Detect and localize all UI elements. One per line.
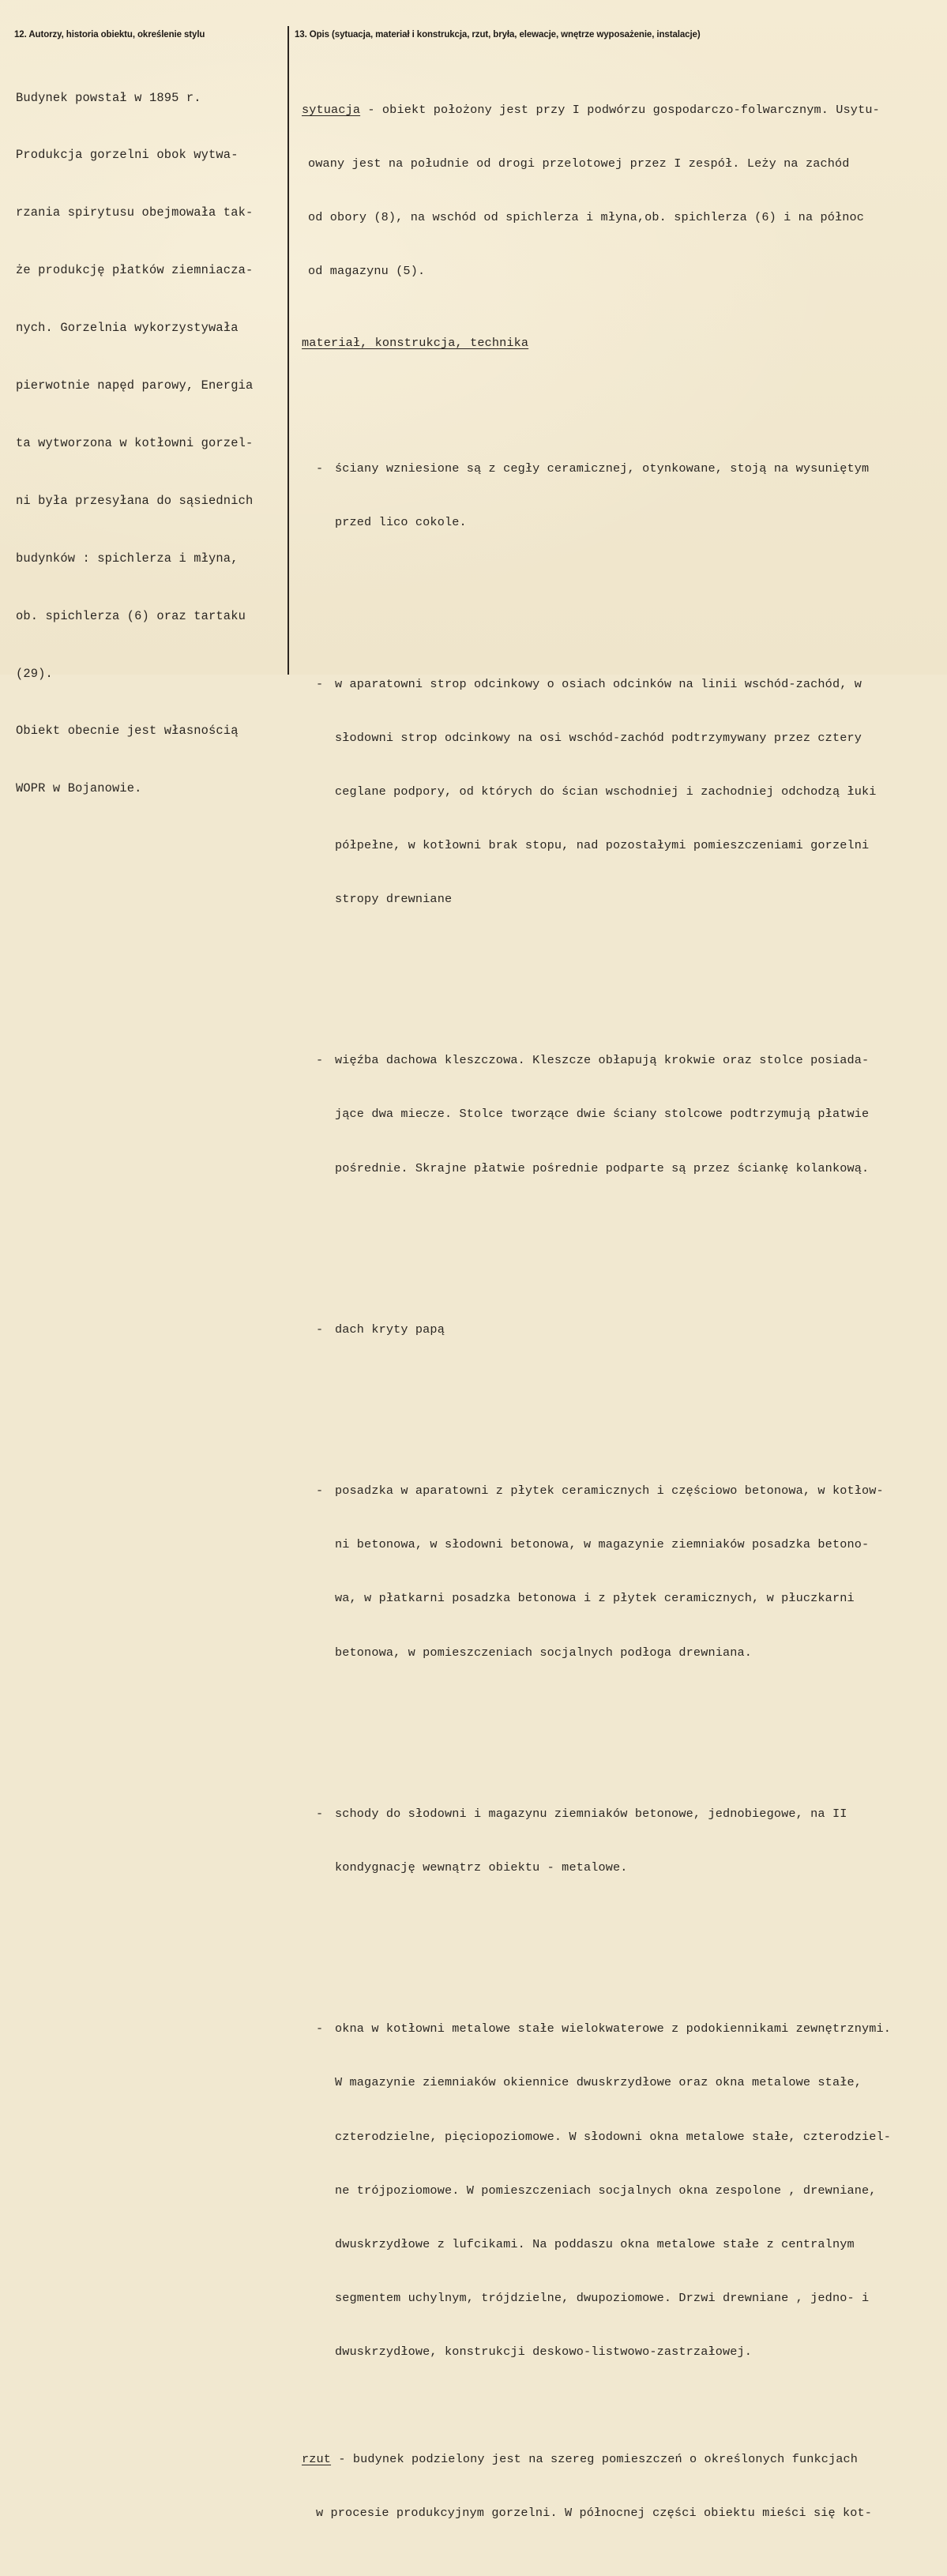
material-heading-line bbox=[302, 334, 891, 352]
text-line: w procesie produkcyjnym gorzelni. W północnej części obiektu mieści się kot- bbox=[316, 2506, 873, 2521]
text-line: (29). bbox=[16, 666, 53, 681]
text-line: czterodzielne, pięciopoziomowe. W słodowni okna metalowe stałe, czterodziel- bbox=[335, 2129, 892, 2144]
material-heading: materiał, konstrukcja, technika bbox=[302, 336, 529, 351]
bullet-dash: - bbox=[316, 1484, 324, 1499]
section-12-header: 12. Autorzy, historia obiektu, określenie stylu bbox=[14, 30, 205, 39]
list-item bbox=[302, 1769, 891, 1913]
bullet-dash: - bbox=[316, 1053, 324, 1068]
text-line: ceglane podpory, od których do ścian wschodniej i zachodniej odchodzą łuki bbox=[335, 784, 877, 799]
sytuacja-heading: sytuacja bbox=[302, 103, 361, 118]
section-13-text bbox=[302, 47, 891, 2576]
rzut-first-line bbox=[302, 2450, 891, 2469]
text-line: pośrednie. Skrajne płatwie pośrednie podparte są przez ściankę kolankową. bbox=[335, 1160, 870, 1175]
bullet-dash: - bbox=[316, 676, 324, 691]
text-line: stropy drewniane bbox=[335, 892, 453, 907]
text-line: dach kryty papą bbox=[335, 1322, 445, 1337]
text-line: schody do słodowni i magazynu ziemniaków betonowe, jednobiegowe, na II bbox=[335, 1806, 847, 1821]
bullet-dash: - bbox=[316, 1322, 324, 1337]
text-line: segmentem uchylnym, trójdzielne, dwupoziomowe. Drzwi drewniane , jedno- i bbox=[335, 2290, 870, 2305]
text-line: od magazynu (5). bbox=[308, 264, 426, 279]
text-line: że produkcję płatków ziemniacza- bbox=[16, 263, 254, 278]
rzut-heading: rzut bbox=[302, 2452, 332, 2467]
text-line: dwuskrzydłowe z lufcikami. Na poddaszu okna metalowe stałe z centralnym bbox=[335, 2236, 855, 2251]
text-line: ne trójpoziomowe. W pomieszczeniach socjalnych okna zespolone , drewniane, bbox=[335, 2183, 877, 2198]
text-line: Obiekt obecnie jest własnością bbox=[16, 724, 239, 739]
text-line: jące dwa miecze. Stolce tworzące dwie ściany stolcowe podtrzymują płatwie bbox=[335, 1107, 870, 1122]
text-line: wa, w płatkarni posadzka betonowa i z płytek ceramicznych, w płuczkarni bbox=[335, 1591, 855, 1606]
text-line: okna w kotłowni metalowe stałe wielokwaterowe z podokiennikami zewnętrznymi. bbox=[335, 2021, 892, 2036]
text-line: ni była przesyłana do sąsiednich bbox=[16, 493, 254, 508]
text-line: budynków : spichlerza i młyna, bbox=[16, 551, 239, 566]
text-line: W magazynie ziemniaków okiennice dwuskrzydłowe oraz okna metalowe stałe, bbox=[335, 2075, 862, 2090]
text-line: - obiekt położony jest przy I podwórzu gospodarczo-folwarcznym. Usytu- bbox=[360, 103, 880, 118]
text-line: ni betonowa, w słodowni betonowa, w magazynie ziemniaków posadzka betono- bbox=[335, 1537, 870, 1552]
text-line: ta wytworzona w kotłowni gorzel- bbox=[16, 435, 254, 450]
text-line: nych. Gorzelnia wykorzystywała bbox=[16, 321, 239, 336]
section-13-header: 13. Opis (sytuacja, materiał i konstrukcja, rzut, bryła, elewacje, wnętrze wyposażenie, instalacje) bbox=[295, 30, 701, 39]
text-line: pierwotnie napęd parowy, Energia bbox=[16, 378, 254, 393]
text-line: kondygnację wewnątrz obiektu - metalowe. bbox=[335, 1860, 628, 1875]
text-line: betonowa, w pomieszczeniach socjalnych podłoga drewniana. bbox=[335, 1645, 753, 1660]
text-line: więźba dachowa kleszczowa. Kleszcze obłapują krokwie oraz stolce posiada- bbox=[335, 1053, 870, 1068]
text-line: posadzka w aparatowni z płytek ceramicznych i częściowo betonowa, w kotłow- bbox=[335, 1484, 884, 1499]
column-divider bbox=[287, 26, 289, 675]
text-line: w aparatowni strop odcinkowy o osiach odcinków na linii wschód-zachód, w bbox=[335, 676, 862, 691]
list-item bbox=[302, 1446, 891, 1698]
text-line: Produkcja gorzelni obok wytwa- bbox=[16, 148, 239, 163]
bullet-dash: - bbox=[316, 1806, 324, 1821]
list-item bbox=[302, 424, 891, 568]
text-line: WOPR w Bojanowie. bbox=[16, 781, 142, 796]
text-line: Budynek powstał w 1895 r. bbox=[16, 90, 201, 105]
text-line: dwuskrzydłowe, konstrukcji deskowo-listwowo-zastrzałowej. bbox=[335, 2345, 753, 2359]
list-item bbox=[302, 1285, 891, 1375]
text-line: półpełne, w kotłowni brak stopu, nad pozostałymi pomieszczeniami gorzelni bbox=[335, 837, 870, 852]
text-line: rzania spirytusu obejmowała tak- bbox=[16, 205, 254, 220]
list-item bbox=[302, 1016, 891, 1213]
text-line: - budynek podzielony jest na szereg pomieszczeń o określonych funkcjach bbox=[331, 2452, 859, 2467]
sytuacja-first-line bbox=[302, 101, 891, 119]
bullet-dash: - bbox=[316, 2021, 324, 2036]
list-item bbox=[302, 1984, 891, 2397]
text-line: od obory (8), na wschód od spichlerza i młyna,ob. spichlerza (6) i na północ bbox=[308, 210, 865, 225]
list-item bbox=[302, 639, 891, 944]
text-line: ściany wzniesione są z cegły ceramicznej, otynkowane, stoją na wysuniętym bbox=[335, 461, 870, 476]
text-line: przed lico cokole. bbox=[335, 515, 467, 530]
bullet-dash: - bbox=[316, 461, 324, 476]
section-12-text bbox=[16, 50, 253, 837]
text-line: ob. spichlerza (6) oraz tartaku bbox=[16, 608, 246, 623]
text-line: owany jest na południe od drogi przelotowej przez I zespół. Leży na zachód bbox=[308, 156, 850, 171]
text-line: słodowni strop odcinkowy na osi wschód-zachód podtrzymywany przez cztery bbox=[335, 730, 862, 745]
